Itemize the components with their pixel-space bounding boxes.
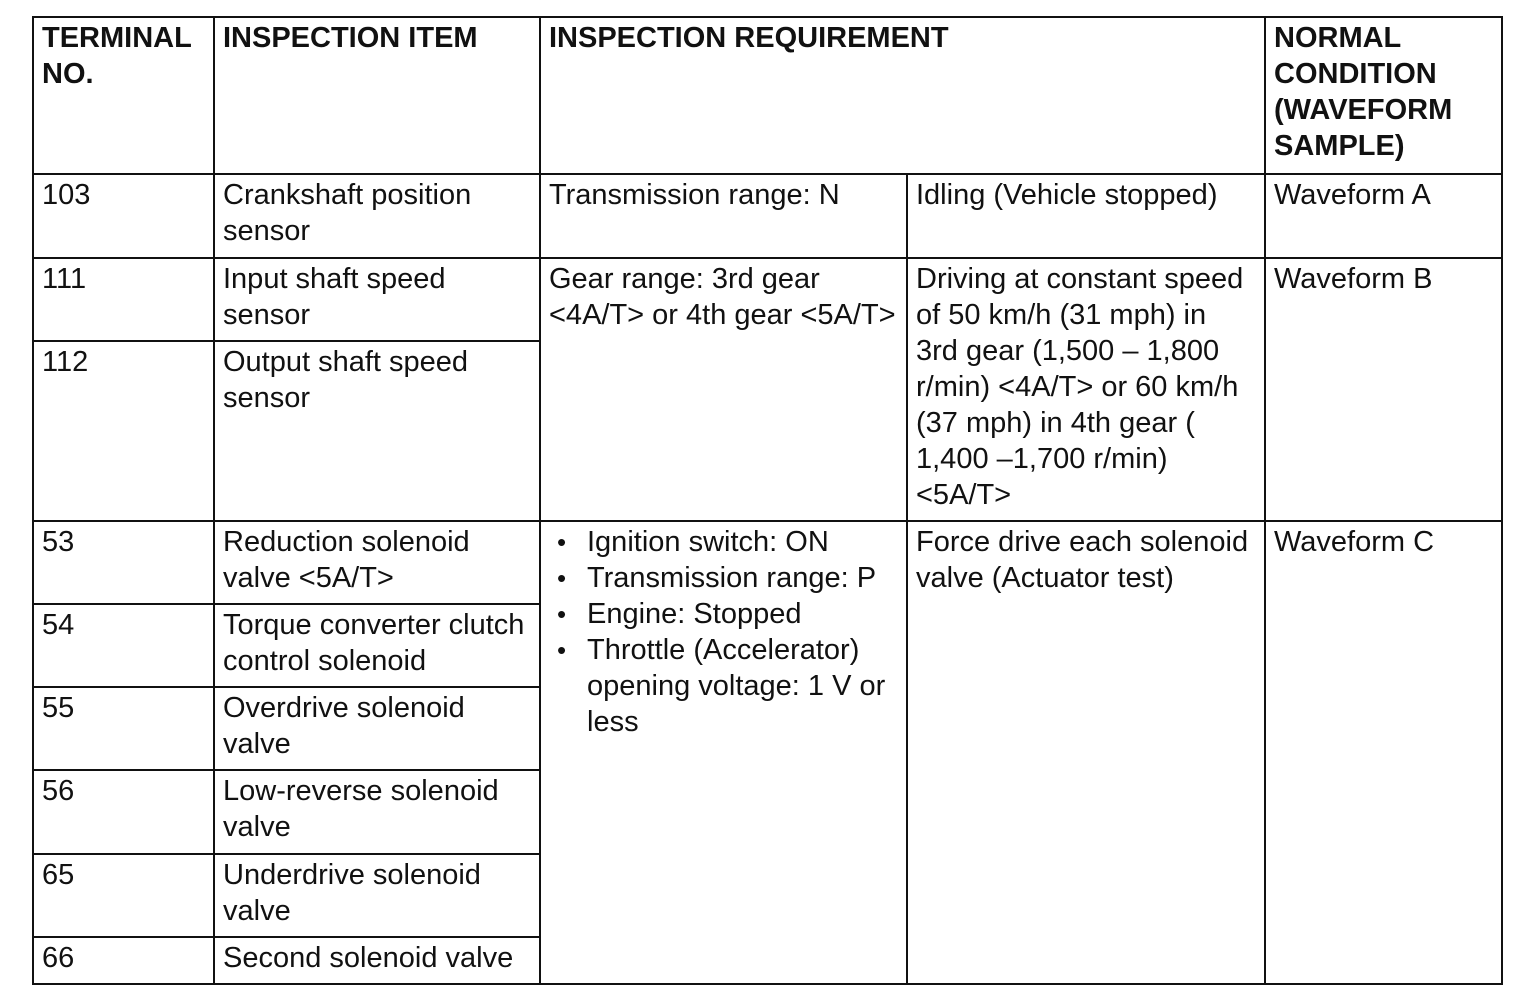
header-normal-condition: NORMAL CONDITION (WAVEFORM SAMPLE) — [1265, 17, 1502, 174]
table-header-row — [33, 17, 1502, 174]
terminal-cell: 111 — [33, 258, 214, 341]
inspection-item-cell: Underdrive solenoid valve — [214, 854, 540, 937]
terminal-cell: 54 — [33, 604, 214, 687]
inspection-item-cell: Input shaft speed sensor — [214, 258, 540, 341]
terminal-cell: 66 — [33, 937, 214, 984]
terminal-cell: 53 — [33, 521, 214, 604]
inspection-table — [32, 16, 1503, 985]
inspection-item-cell: Second solenoid valve — [214, 937, 540, 984]
inspection-table-container — [32, 16, 1501, 985]
normal-condition-cell: Waveform B — [1265, 258, 1502, 521]
table-row — [33, 174, 1502, 257]
inspection-item-cell: Torque converter clutch control solenoid — [214, 604, 540, 687]
requirement-cell — [540, 521, 907, 984]
terminal-cell: 55 — [33, 687, 214, 770]
requirement-bullet: • Transmission range: P — [587, 560, 898, 596]
normal-condition-cell: Waveform A — [1265, 174, 1502, 257]
terminal-cell: 56 — [33, 770, 214, 853]
inspection-item-cell: Output shaft speed sensor — [214, 341, 540, 521]
condition-cell: Driving at constant speed of 50 km/h (31 mph) in 3rd gear (1,500 – 1,800 r/min) <4A/T> or 60 km/h (37 mph) in 4th gear ( 1,400 –1,700 r/min) <5A/T> — [907, 258, 1265, 521]
table-row — [33, 258, 1502, 341]
terminal-cell: 65 — [33, 854, 214, 937]
inspection-item-cell: Low-reverse solenoid valve — [214, 770, 540, 853]
terminal-cell: 112 — [33, 341, 214, 521]
normal-condition-cell: Waveform C — [1265, 521, 1502, 984]
requirement-bullet: • Ignition switch: ON — [587, 524, 898, 560]
requirement-bullet: • Engine: Stopped — [587, 596, 898, 632]
inspection-item-cell: Reduction solenoid valve <5A/T> — [214, 521, 540, 604]
header-terminal-no: TERMINAL NO. — [33, 17, 214, 174]
requirement-bullet: • Throttle (Accelerator) opening voltage: 1 V or less — [587, 632, 898, 740]
inspection-item-cell: Overdrive solenoid valve — [214, 687, 540, 770]
inspection-item-cell: Crankshaft position sensor — [214, 174, 540, 257]
header-inspection-requirement: INSPECTION REQUIREMENT — [540, 17, 1265, 174]
terminal-cell: 103 — [33, 174, 214, 257]
requirement-cell: Transmission range: N — [540, 174, 907, 257]
requirement-cell: Gear range: 3rd gear <4A/T> or 4th gear <5A/T> — [540, 258, 907, 521]
condition-cell: Idling (Vehicle stopped) — [907, 174, 1265, 257]
header-inspection-item: INSPECTION ITEM — [214, 17, 540, 174]
requirement-bullet-list — [549, 524, 898, 740]
condition-cell: Force drive each solenoid valve (Actuator test) — [907, 521, 1265, 984]
table-row — [33, 521, 1502, 604]
